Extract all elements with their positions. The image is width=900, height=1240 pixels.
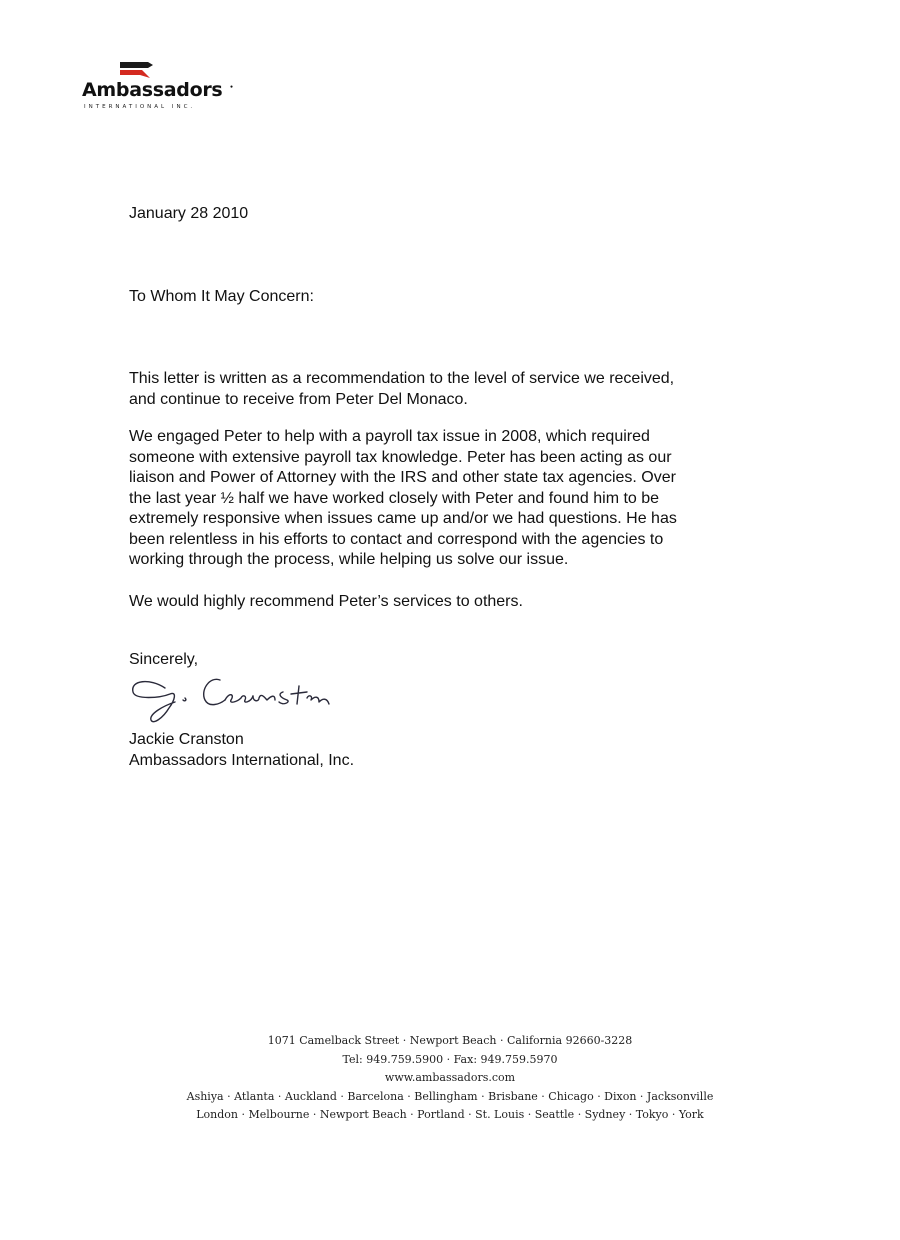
closing: Sincerely,: [129, 651, 199, 668]
logo-subtitle: INTERNATIONAL INC.: [84, 104, 196, 110]
footer-address: 1071 Camelback Street · Newport Beach · California 92660-3228: [267, 1034, 633, 1047]
signature: [125, 670, 365, 730]
paragraph-line: working through the process, while helping us solve our issue.: [129, 551, 569, 568]
letterhead-footer: [0, 1032, 900, 1125]
salutation: To Whom It May Concern:: [129, 288, 314, 305]
footer-website: www.ambassadors.com: [384, 1071, 516, 1084]
paragraph-intro: [129, 369, 674, 410]
paragraph-line: extremely responsive when issues came up and/or we had questions. He has: [129, 510, 677, 527]
paragraph-line: been relentless in his efforts to contact and correspond with the agencies to: [129, 530, 664, 548]
paragraph-recommendation: We would highly recommend Peter’s services to others.: [129, 593, 523, 610]
signer-company: Ambassadors International, Inc.: [129, 752, 355, 769]
footer-phone: Tel: 949.759.5900 · Fax: 949.759.5970: [342, 1052, 558, 1066]
logo-wordmark: Ambassadors: [82, 79, 223, 101]
footer-offices: London · Melbourne · Newport Beach · Portland · St. Louis · Seattle · Sydney · Tokyo · York: [196, 1108, 704, 1121]
paragraph-line: This letter is written as a recommendation to the level of service we received,: [129, 370, 675, 387]
paragraph-line: the last year ½ half we have worked closely with Peter and found him to be: [129, 489, 660, 507]
paragraph-line: and continue to receive from Peter Del Monaco.: [129, 390, 468, 408]
footer-offices: Ashiya · Atlanta · Auckland · Barcelona · Bellingham · Brisbane · Chicago · Dixon · Jacksonville: [186, 1089, 714, 1103]
company-logo: [82, 62, 242, 122]
letter-date: January 28 2010: [129, 205, 249, 222]
registered-mark: ●: [230, 84, 234, 90]
paragraph-line: We engaged Peter to help with a payroll tax issue in 2008, which required: [129, 428, 650, 445]
paragraph-body: [129, 427, 677, 571]
signer-name: Jackie Cranston: [129, 731, 244, 748]
flag-icon: [120, 62, 154, 80]
paragraph-line: someone with extensive payroll tax knowledge. Peter has been acting as our: [129, 448, 672, 466]
paragraph-line: liaison and Power of Attorney with the IRS and other state tax agencies. Over: [129, 469, 676, 486]
